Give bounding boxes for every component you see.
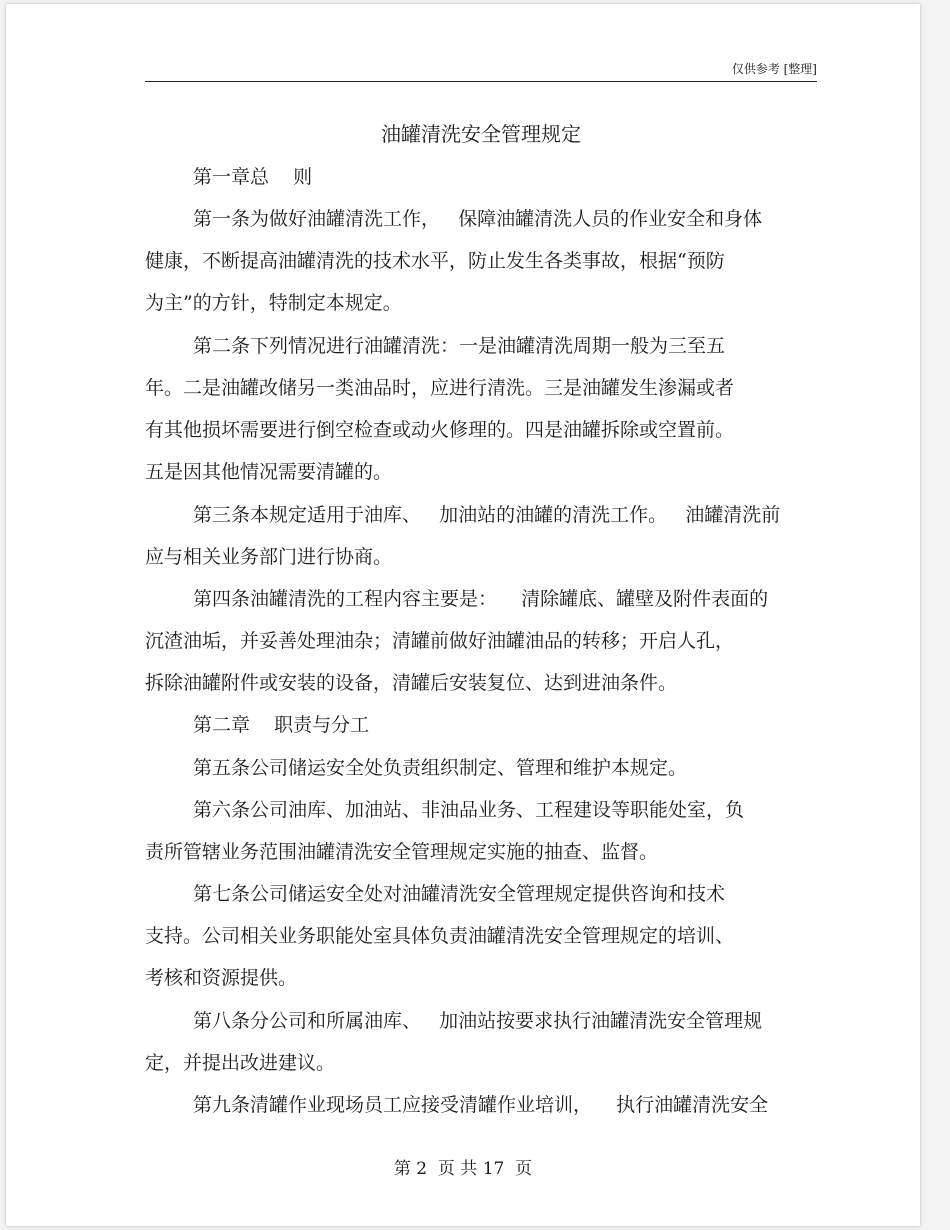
body-line: 应与相关业务部门进行协商。 — [145, 546, 393, 568]
body-line: 第六条公司油库、加油站、非油品业务、工程建设等职能处室，负 — [193, 799, 745, 821]
body-line: 第四条油罐清洗的工程内容主要是： 清除罐底、罐壁及附件表面的 — [193, 588, 769, 610]
body-line: 年。二是油罐改储另一类油品时，应进行清洗。三是油罐发生渗漏或者 — [145, 377, 735, 399]
chapter-heading: 第一章总 则 — [193, 166, 313, 188]
page-header: 仅供参考 [整理] — [731, 62, 817, 76]
body-line: 责所管辖业务范围油罐清洗安全管理规定实施的抽查、监督。 — [145, 841, 659, 863]
header-rule — [145, 81, 817, 82]
document-title: 油罐清洗安全管理规定 — [381, 122, 581, 146]
body-line: 考核和资源提供。 — [145, 967, 298, 989]
body-line: 五是因其他情况需要清罐的。 — [145, 461, 393, 483]
document-page — [6, 4, 920, 1226]
body-line: 健康，不断提高油罐清洗的技术水平，防止发生各类事故，根据“预防 — [145, 250, 725, 272]
body-line: 为主”的方针，特制定本规定。 — [145, 292, 402, 314]
body-line: 第五条公司储运安全处负责组织制定、管理和维护本规定。 — [193, 757, 688, 779]
body-line: 第七条公司储运安全处对油罐清洗安全管理规定提供咨询和技术 — [193, 883, 726, 905]
body-line: 有其他损坏需要进行倒空检查或动火修理的。四是油罐拆除或空置前。 — [145, 419, 735, 441]
body-line: 第一条为做好油罐清洗工作， 保障油罐清洗人员的作业安全和身体 — [193, 208, 763, 230]
body-line: 第二条下列情况进行油罐清洗：一是油罐清洗周期一般为三至五 — [193, 335, 726, 357]
body-line: 拆除油罐附件或安装的设备，清罐后安装复位、达到进油条件。 — [145, 672, 678, 694]
chapter-heading: 第二章 职责与分工 — [193, 714, 370, 736]
body-line: 第八条分公司和所属油库、 加油站按要求执行油罐清洗安全管理规 — [193, 1010, 763, 1032]
body-line: 定，并提出改进建议。 — [145, 1052, 336, 1074]
body-line: 第三条本规定适用于油库、 加油站的油罐的清洗工作。 油罐清洗前 — [193, 504, 781, 526]
body-line: 支持。公司相关业务职能处室具体负责油罐清洗安全管理规定的培训、 — [145, 925, 735, 947]
body-line: 沉渣油垢，并妥善处理油杂；清罐前做好油罐油品的转移；开启人孔， — [145, 630, 735, 652]
body-line: 第九条清罐作业现场员工应接受清罐作业培训， 执行油罐清洗安全 — [193, 1094, 769, 1116]
page-footer: 第 2 页 共 17 页 — [393, 1159, 533, 1179]
